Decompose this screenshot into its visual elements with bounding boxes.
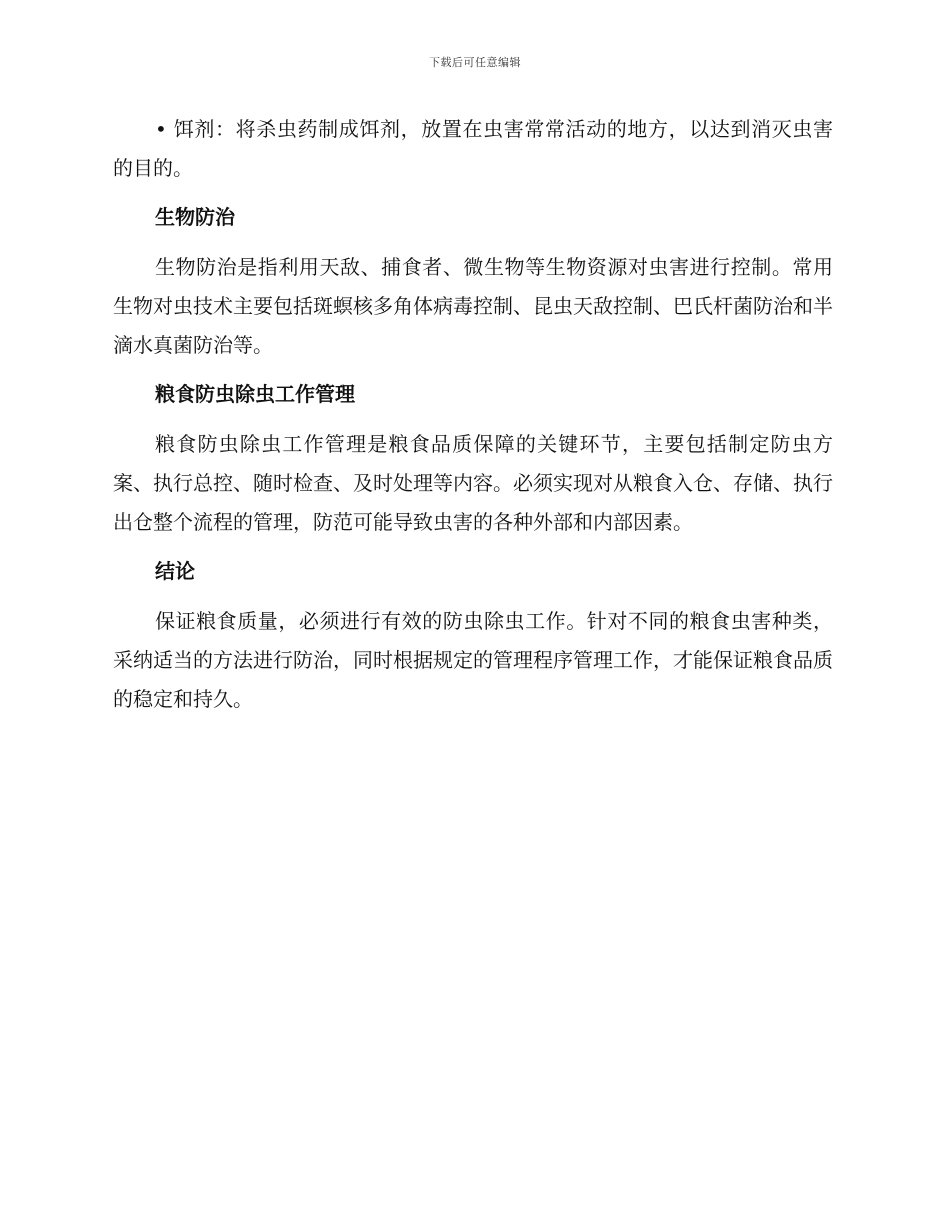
paragraph-conclusion: 保证粮食质量，必须进行有效的防虫除虫工作。针对不同的粮食虫害种类，采纳适当的方法进行防治，同时根据规定的管理程序管理工作，才能保证粮食品质的稳定和持久。: [113, 609, 833, 711]
page-header-note: 下载后可任意编辑: [429, 56, 521, 69]
paragraph-biological-control: 生物防治是指利用天敌、捕食者、微生物等生物资源对虫害进行控制。常用生物对虫技术主要包括斑螟核多角体病毒控制、昆虫天敌控制、巴氏杆菌防治和半滴水真菌防治等。: [113, 255, 833, 357]
paragraph-pest-management: 粮食防虫除虫工作管理是粮食品质保障的关键环节，主要包括制定防虫方案、执行总控、随时检查、及时处理等内容。必须实现对从粮食入仓、存储、执行出仓整个流程的管理，防范可能导致虫害的各种外部和内部因素。: [113, 432, 833, 534]
section-heading-conclusion: 结论: [155, 559, 195, 583]
document-body: [113, 110, 833, 731]
section-heading-pest-management: 粮食防虫除虫工作管理: [155, 382, 355, 406]
paragraph-bait: • 饵剂：将杀虫药制成饵剂，放置在虫害常常活动的地方，以达到消灭虫害的目的。: [113, 117, 833, 180]
section-heading-biological-control: 生物防治: [155, 205, 235, 229]
